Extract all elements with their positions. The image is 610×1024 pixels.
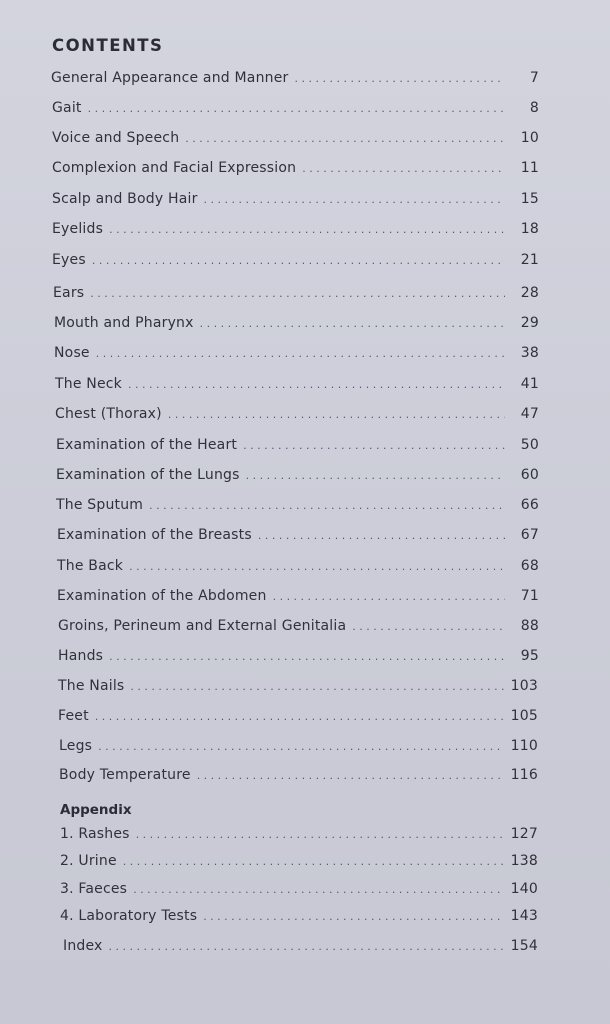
toc-entry-title: The Sputum: [56, 497, 144, 513]
appendix-heading: Appendix: [60, 802, 132, 818]
toc-leader-dots: [130, 680, 504, 693]
toc-leader-dots: [243, 439, 505, 452]
toc-entry-title: Chest (Thorax): [55, 406, 162, 422]
toc-entry-title: Complexion and Facial Expression: [52, 160, 297, 176]
toc-leader-dots: [168, 408, 505, 421]
toc-entry-page: 88: [520, 618, 539, 634]
toc-leader-dots: [129, 560, 505, 573]
toc-leader-dots: [352, 620, 505, 633]
toc-leader-dots: [136, 828, 504, 841]
toc-leader-dots: [128, 378, 505, 391]
toc-entry: [55, 406, 539, 422]
toc-leader-dots: [88, 102, 505, 115]
appendix-entry-page: 138: [510, 853, 538, 869]
toc-entry: [53, 285, 539, 301]
toc-leader-dots: [200, 317, 505, 330]
toc-leader-dots: [98, 740, 504, 753]
toc-entry: [52, 221, 539, 237]
toc-entry-page: 110: [510, 738, 538, 754]
toc-leader-dots: [246, 469, 505, 482]
toc-entry-page: 105: [510, 708, 538, 724]
toc-entry-title: Voice and Speech: [52, 130, 180, 146]
toc-entry: [52, 160, 539, 176]
toc-entry-page: 10: [520, 130, 539, 146]
toc-entry: [52, 191, 539, 207]
toc-leader-dots: [273, 590, 505, 603]
toc-entry-page: 41: [520, 376, 539, 392]
toc-leader-dots: [204, 193, 505, 206]
toc-entry: [58, 708, 538, 724]
toc-leader-dots: [92, 254, 505, 267]
appendix-entry-title: 4. Laboratory Tests: [60, 908, 198, 924]
toc-entry: [56, 467, 539, 483]
toc-leader-dots: [109, 650, 505, 663]
index-entry-title: Index: [63, 938, 103, 954]
toc-entry-page: 8: [529, 100, 539, 116]
toc-entry-page: 103: [510, 678, 538, 694]
toc-leader-dots: [295, 72, 506, 85]
toc-entry-page: 66: [520, 497, 539, 513]
toc-entry: [56, 437, 539, 453]
toc-entry-page: 18: [520, 221, 539, 237]
toc-entry: [57, 527, 539, 543]
toc-entry-page: 95: [520, 648, 539, 664]
toc-entry-title: The Nails: [58, 678, 125, 694]
toc-leader-dots: [109, 940, 504, 953]
toc-entry-title: Eyelids: [52, 221, 104, 237]
toc-entry: [56, 497, 539, 513]
toc-entry-page: 21: [520, 252, 539, 268]
toc-entry-page: 11: [520, 160, 539, 176]
appendix-entry: [60, 908, 538, 924]
toc-leader-dots: [109, 223, 505, 236]
toc-entry-page: 28: [520, 285, 539, 301]
toc-entry-page: 50: [520, 437, 539, 453]
appendix-entry-page: 140: [510, 881, 538, 897]
toc-entry: [52, 130, 539, 146]
toc-leader-dots: [258, 529, 505, 542]
toc-entry: [57, 558, 539, 574]
toc-entry-title: General Appearance and Manner: [51, 70, 289, 86]
toc-entry-title: Groins, Perineum and External Genitalia: [58, 618, 347, 634]
toc-entry-title: Scalp and Body Hair: [52, 191, 198, 207]
toc-entry: [58, 678, 538, 694]
toc-leader-dots: [96, 347, 505, 360]
toc-entry-page: 68: [520, 558, 539, 574]
toc-entry: [59, 767, 538, 783]
toc-entry-title: Ears: [53, 285, 85, 301]
toc-entry-title: Legs: [59, 738, 93, 754]
toc-leader-dots: [302, 162, 505, 175]
toc-leader-dots: [197, 769, 504, 782]
toc-entry-page: 7: [529, 70, 539, 86]
appendix-entry: [60, 881, 538, 897]
appendix-entry-title: 1. Rashes: [60, 826, 130, 842]
appendix-entry-title: 2. Urine: [60, 853, 117, 869]
appendix-entry: [60, 853, 538, 869]
toc-entry-title: Examination of the Breasts: [57, 527, 252, 543]
toc-entry: [52, 252, 539, 268]
toc-leader-dots: [95, 710, 504, 723]
toc-entry-title: Feet: [58, 708, 89, 724]
toc-leader-dots: [185, 132, 505, 145]
appendix-entry-page: 127: [510, 826, 538, 842]
toc-entry-page: 47: [520, 406, 539, 422]
toc-entry-title: Gait: [52, 100, 82, 116]
toc-entry-page: 29: [520, 315, 539, 331]
toc-entry-title: Eyes: [52, 252, 86, 268]
toc-entry: [54, 345, 539, 361]
toc-leader-dots: [149, 499, 505, 512]
contents-heading: CONTENTS: [52, 36, 164, 55]
toc-leader-dots: [133, 883, 504, 896]
toc-entry-title: Examination of the Abdomen: [57, 588, 267, 604]
appendix-entry-title: 3. Faeces: [60, 881, 128, 897]
toc-entry: [58, 648, 539, 664]
toc-entry-title: Mouth and Pharynx: [54, 315, 194, 331]
toc-entry-page: 38: [520, 345, 539, 361]
toc-entry: [58, 618, 539, 634]
toc-leader-dots: [203, 910, 504, 923]
toc-entry-title: Hands: [58, 648, 104, 664]
toc-entry-page: 67: [520, 527, 539, 543]
toc-entry-title: Nose: [54, 345, 90, 361]
toc-entry-page: 15: [520, 191, 539, 207]
toc-entry: [57, 588, 539, 604]
toc-leader-dots: [90, 287, 505, 300]
toc-entry-title: Examination of the Lungs: [56, 467, 240, 483]
index-entry: [63, 938, 538, 954]
appendix-entry-page: 143: [510, 908, 538, 924]
index-entry-page: 154: [510, 938, 538, 954]
toc-entry-title: Body Temperature: [59, 767, 191, 783]
toc-entry-page: 116: [510, 767, 538, 783]
toc-entry-title: The Neck: [55, 376, 122, 392]
toc-entry-page: 60: [520, 467, 539, 483]
toc-entry-title: The Back: [57, 558, 124, 574]
toc-leader-dots: [123, 855, 504, 868]
toc-entry: [52, 100, 539, 116]
toc-entry: [51, 70, 539, 86]
toc-entry-title: Examination of the Heart: [56, 437, 238, 453]
toc-entry: [54, 315, 539, 331]
toc-entry-page: 71: [520, 588, 539, 604]
toc-entry: [59, 738, 538, 754]
appendix-entry: [60, 826, 538, 842]
toc-entry: [55, 376, 539, 392]
